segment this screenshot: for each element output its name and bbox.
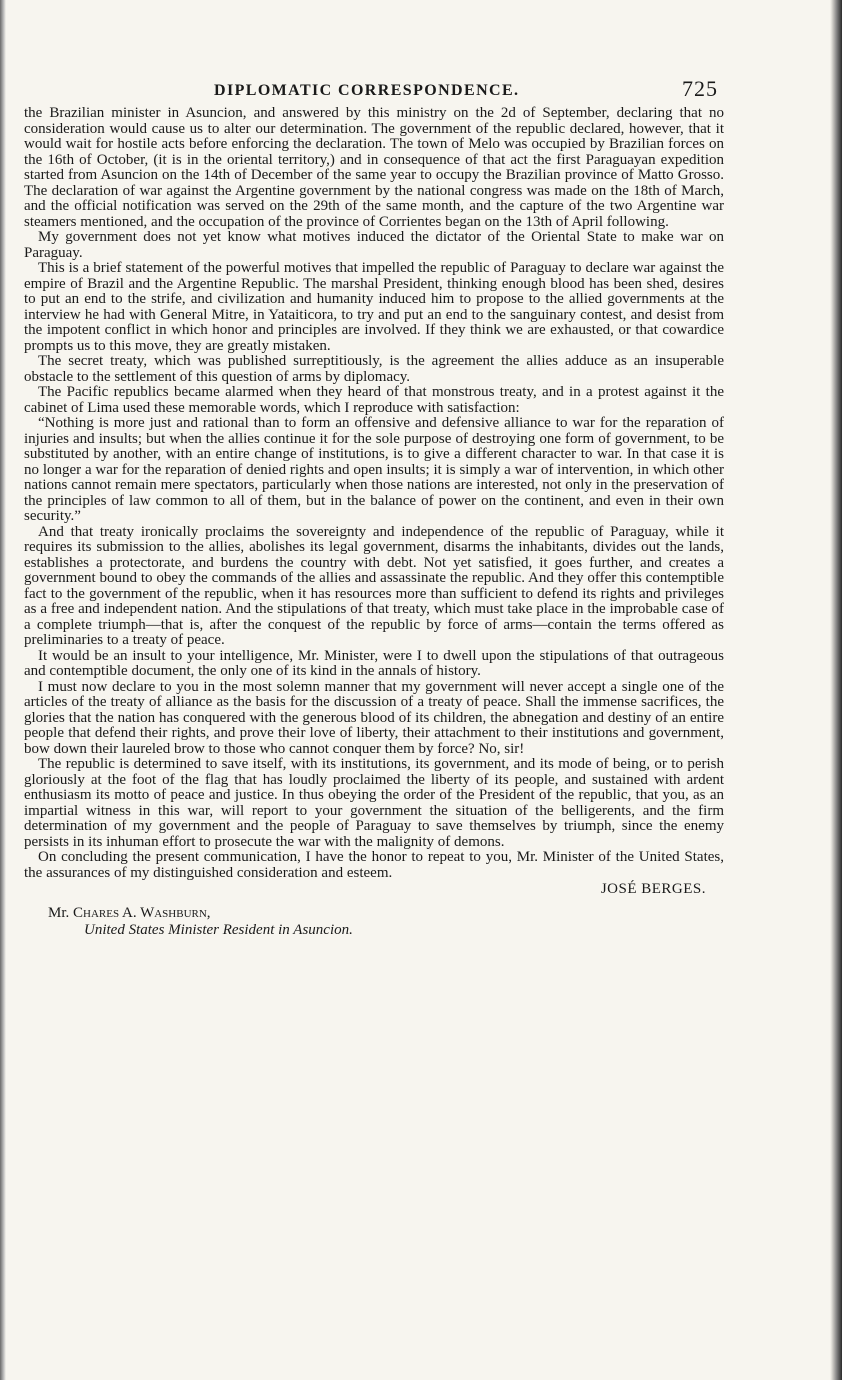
paragraph: My government does not yet know what motives induced the dictator of the Oriental State to make war on Paraguay.	[24, 229, 724, 261]
paragraph: the Brazilian minister in Asuncion, and answered by this ministry on the 2d of September, declaring that no consideration would cause us to alter our determination. The government of the republic declared, however, that it would wait for hostile acts before enforcing the declaration. The town of Melo was occupied by Brazilian forces on the 16th of October, (it is in the oriental territory,) and in consequence of that act the first Paraguayan expedition started from Asuncion on the 14th of December of the same year to occupy the Brazilian province of Matto Grosso. The declaration of war against the Argentine government by the national congress was made on the 18th of March, and the official notification was served on the 29th of the same month, and the capture of the two Argentine war steamers mentioned, and the occupation of the province of Corrientes began on the 13th of April following.	[24, 105, 724, 230]
paragraph: The secret treaty, which was published surreptitiously, is the agreement the allies adduce as an insuperable obstacle to the settlement of this question of arms by diplomacy.	[24, 353, 724, 385]
paragraph: This is a brief statement of the powerful motives that impelled the republic of Paraguay to declare war against the empire of Brazil and the Argentine Republic. The marshal President, thinking enough blood has been shed, desires to put an end to the strife, and civilization and humanity induced him to propose to the allied governments at the interview he had with General Mitre, in Yataiticora, to try and put an end to the sanguinary contest, and desist from the impotent conflict in which honor and principles are involved. If they think we are exhausted, or that cowardice prompts us to this move, they are greatly mistaken.	[24, 260, 724, 354]
letter-body	[24, 106, 724, 881]
paragraph: It would be an insult to your intelligence, Mr. Minister, were I to dwell upon the stipulations of that outrageous and contemptible document, the only one of its kind in the annals of history.	[24, 647, 724, 679]
document-page	[24, 72, 724, 939]
signature: JOSÉ BERGES.	[600, 881, 706, 897]
paragraph: On concluding the present communication, I have the honor to repeat to you, Mr. Minister of the United States, the assurances of my distinguished consideration and esteem.	[24, 849, 724, 881]
paragraph: And that treaty ironically proclaims the sovereignty and independence of the republic of Paraguay, while it requires its submission to the allies, abolishes its legal government, disarms the inhabitants, divides out the lands, establishes a protectorate, and burdens the country with debt. Not yet satisfied, it goes further, and creates a government bound to obey the commands of the allies and assassinate the republic. And they offer this contemptible fact to the government of the republic, when it has resources more than sufficient to defend its rights and privileges as a free and independent nation. And the stipulations of that treaty, which must take place in the improbable case of a complete triumph—that is, after the conquest of the republic by force of arms—contain the terms offered as preliminaries to a treaty of peace.	[24, 523, 724, 648]
addressee-block	[24, 905, 724, 939]
paragraph: The Pacific republics became alarmed when they heard of that monstrous treaty, and in a protest against it the cabinet of Lima used these memorable words, which I reproduce with satisfaction:	[24, 384, 724, 416]
addressee-role: United States Minister Resident in Asuncion.	[84, 922, 353, 938]
running-header	[24, 72, 724, 106]
paragraph: I must now declare to you in the most solemn manner that my government will never accept a single one of the articles of the treaty of alliance as the basis for the discussion of a treaty of peace. Shall the immense sacrifices, the glories that the nation has conquered with the generous blood of its children, the abnegation and destiny of an entire people that defend their rights, and prove their love of liberty, their attachment to their institutions and government, bow down their laureled brow to those who cannot conquer them by force? No, sir!	[24, 678, 724, 757]
header-title: DIPLOMATIC CORRESPONDENCE.	[214, 82, 520, 99]
page-edge-left	[0, 0, 6, 1380]
addressee-line	[24, 905, 724, 922]
addressee-name: Chares A. Washburn,	[73, 905, 211, 921]
paragraph: The republic is determined to save itself, with its institutions, its government, and its mode of being, or to perish gloriously at the foot of the flag that has loudly proclaimed the liberty of its people, and sustained with ardent enthusiasm its motto of peace and justice. In thus obeying the order of the President of the republic, that you, as an impartial witness in this war, will report to your government the situation of the belligerents, and the firm determination of my government and the people of Paraguay to save themselves by triumph, since the enemy persists in its inhuman effort to prosecute the war with the malignity of demons.	[24, 756, 724, 850]
addressee-prefix: Mr.	[48, 905, 70, 921]
page-number: 725	[682, 76, 718, 101]
page-edge-right	[830, 0, 842, 1380]
quoted-paragraph: “Nothing is more just and rational than to form an offensive and defensive alliance to war for the reparation of injuries and insults; but when the allies continue it for the sole purpose of destroying one form of government, to be substituted by another, with an entire change of institutions, is to give a different character to war. In that case it is no longer a war for the reparation of denied rights and open insults; it is simply a war of intervention, in which other nations cannot remain mere spectators, particularly when those nations are interested, not only in the preservation of the principles of law common to all of them, but in the balance of power on the continent, and even in their own security.”	[24, 415, 724, 524]
